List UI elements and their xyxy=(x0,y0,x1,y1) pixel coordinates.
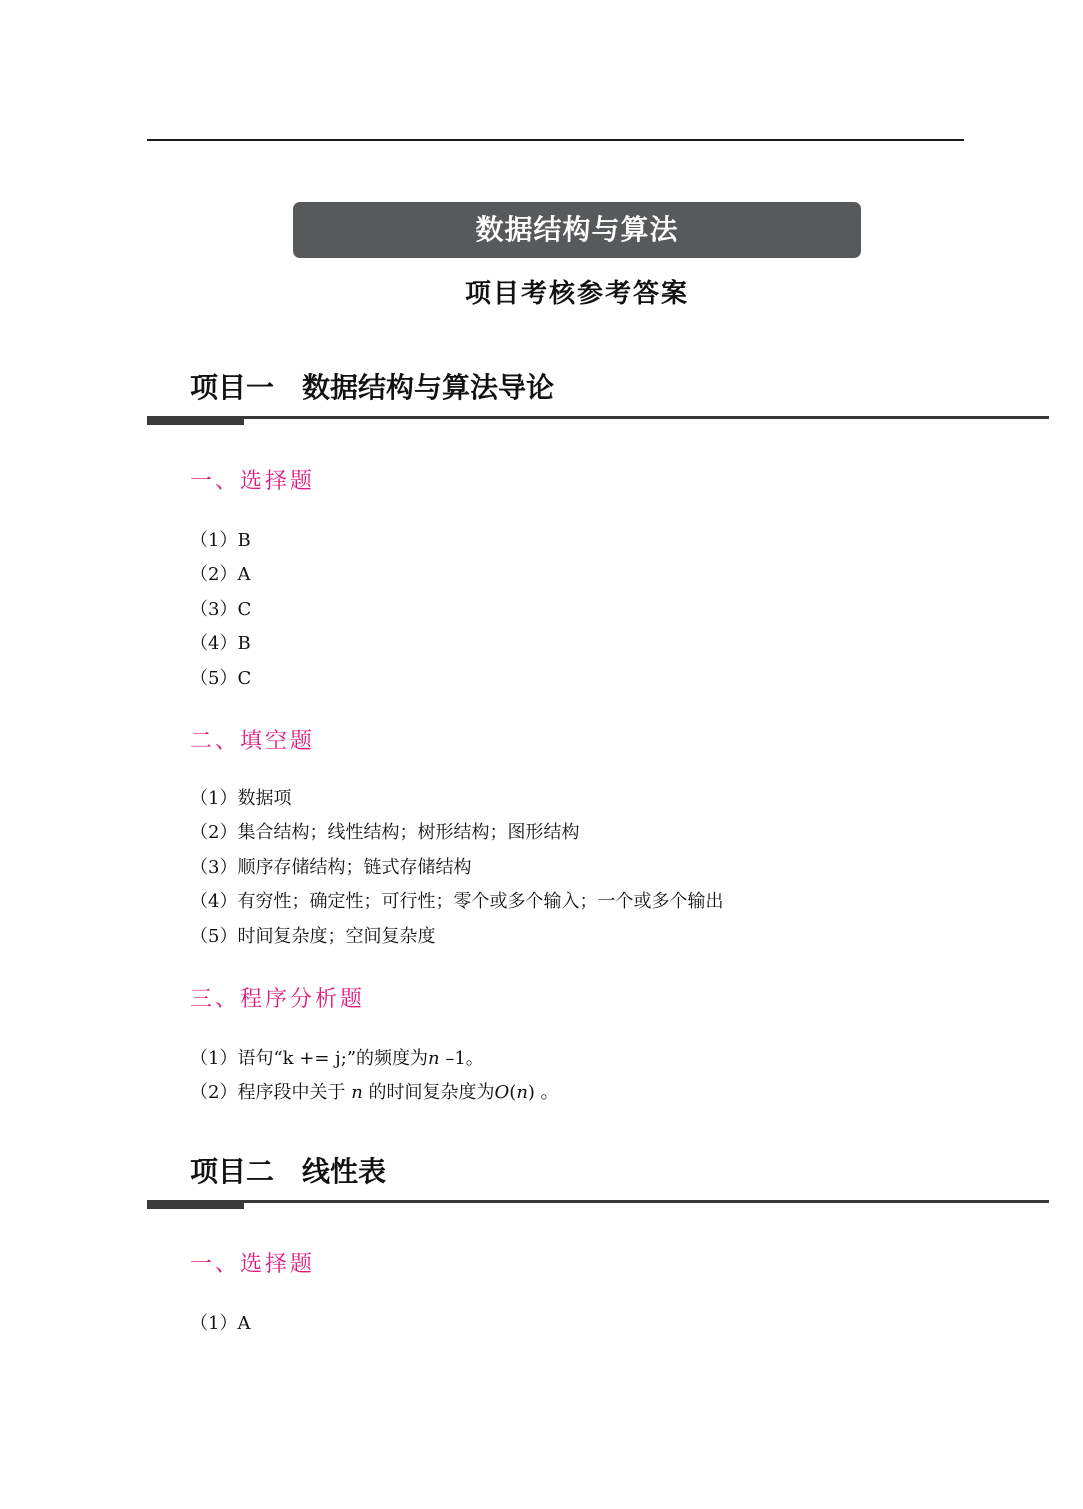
list-item: （1）语句“k += j;”的频度为n –1。 xyxy=(190,1048,484,1069)
chapter-rule xyxy=(147,416,1049,419)
list-item: （4）B xyxy=(190,633,251,655)
chapter-title: 项目一 数据结构与算法导论 xyxy=(190,371,555,404)
header-rule xyxy=(147,139,964,141)
list-item: （3）顺序存储结构；链式存储结构 xyxy=(190,856,472,878)
list-item: （1）B xyxy=(190,530,251,551)
chapter-rule-accent xyxy=(147,1200,244,1209)
program-answer-list xyxy=(190,1042,559,1111)
list-item: （2）集合结构；线性结构；树形结构；图形结构 xyxy=(190,822,580,844)
section-heading-program: 三、程序分析题 xyxy=(190,987,366,1012)
page-subtitle: 项目考核参考答案 xyxy=(464,279,689,309)
list-item: （3）C xyxy=(190,598,252,620)
list-item: （2）A xyxy=(190,564,251,586)
section-heading-fill: 二、填空题 xyxy=(190,729,316,754)
list-item: （5）时间复杂度；空间复杂度 xyxy=(190,925,436,947)
fill-answer-list xyxy=(190,782,723,954)
list-item: （1）A xyxy=(190,1313,251,1334)
section-heading-choice: 一、选择题 xyxy=(190,469,316,494)
chapter-heading-project2 xyxy=(147,1152,1083,1222)
chapter-heading-project1 xyxy=(147,368,1083,438)
choice-answer-list xyxy=(190,524,251,696)
chapter-rule-accent xyxy=(147,416,244,425)
chapter-title: 项目二 线性表 xyxy=(190,1155,387,1188)
list-item: （5）C xyxy=(190,667,252,689)
section-heading-choice: 一、选择题 xyxy=(190,1252,316,1277)
choice-answer-list xyxy=(190,1307,250,1341)
list-item: （2）程序段中关于 n 的时间复杂度为O(n) 。 xyxy=(190,1082,559,1104)
chapter-rule xyxy=(147,1200,1049,1203)
list-item: （4）有穷性；确定性；可行性；零个或多个输入；一个或多个输出 xyxy=(190,891,724,913)
book-title-banner: 数据结构与算法 xyxy=(293,202,861,258)
list-item: （1）数据项 xyxy=(190,788,292,809)
